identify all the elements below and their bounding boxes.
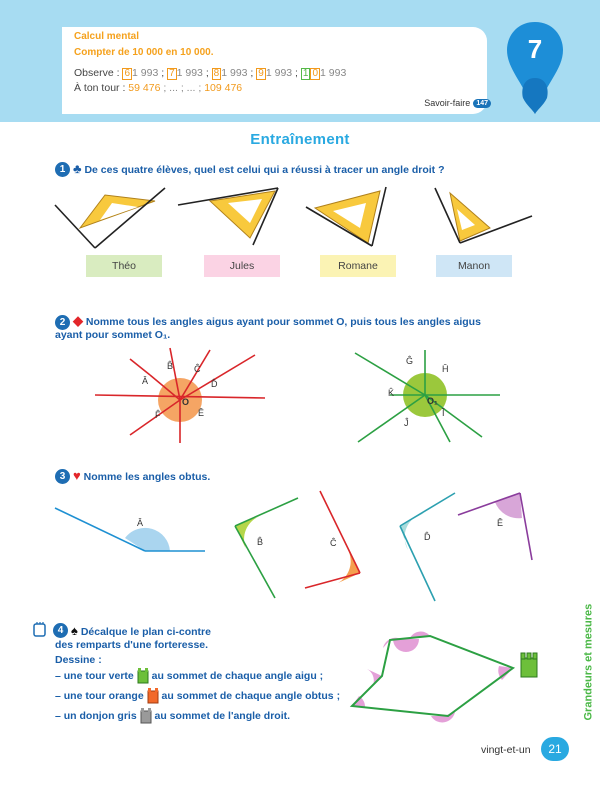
label-angle-b: B̂ bbox=[257, 537, 264, 547]
label-j: Ĵ bbox=[404, 418, 409, 428]
set-square-drawings bbox=[50, 183, 550, 253]
exercise-3-question: ♥ Nomme les angles obtus. bbox=[73, 468, 211, 483]
angle-b bbox=[235, 498, 298, 598]
drawing-jules bbox=[178, 188, 278, 245]
exercise-3-number: 3 bbox=[55, 469, 70, 484]
name-manon: Manon bbox=[436, 255, 512, 277]
chapter-badge bbox=[503, 20, 567, 121]
label-f: F̂ bbox=[155, 410, 161, 420]
exercise-4-line3: Dessine : bbox=[55, 654, 102, 666]
exercise-2-number: 2 bbox=[55, 315, 70, 330]
exercise-4-number: 4 bbox=[53, 623, 68, 638]
label-g: Ĝ bbox=[406, 356, 414, 366]
name-jules: Jules bbox=[204, 255, 280, 277]
drawing-theo bbox=[55, 188, 165, 248]
calcul-mental-subtitle: Compter de 10 000 en 10 000. bbox=[74, 47, 214, 58]
label-angle-d: D̂ bbox=[424, 532, 431, 542]
label-i: Î bbox=[442, 408, 445, 418]
exercise-4-line1: ♠ Décalque le plan ci-contre bbox=[71, 623, 211, 638]
obtuse-angle-figures bbox=[50, 488, 550, 608]
exercise-4-item1: – une tour verte au sommet de chaque angle aigu ; bbox=[55, 668, 323, 684]
diamond-icon: ◆ bbox=[73, 313, 83, 328]
spade-icon: ♠ bbox=[71, 623, 78, 638]
angle-e bbox=[458, 493, 532, 560]
angle-d bbox=[400, 493, 455, 601]
name-romane: Romane bbox=[320, 255, 396, 277]
calcul-mental-title: Calcul mental bbox=[74, 31, 140, 42]
green-tower-icon bbox=[137, 668, 149, 684]
drawing-romane bbox=[306, 187, 386, 246]
angle-figures bbox=[90, 345, 530, 445]
exercise-4-item2: – une tour orange au sommet de chaque angle obtus ; bbox=[55, 688, 340, 704]
label-h: Ĥ bbox=[442, 364, 449, 374]
name-theo: Théo bbox=[86, 255, 162, 277]
club-icon: ♣ bbox=[73, 161, 82, 176]
label-d: D̂ bbox=[211, 379, 218, 389]
savoir-faire-ref[interactable]: Savoir-faire 147 bbox=[424, 98, 491, 108]
label-e: Ê bbox=[198, 408, 205, 418]
green-tower-illustration bbox=[519, 652, 539, 678]
section-title: Entraînement bbox=[250, 131, 350, 148]
orange-tower-icon bbox=[147, 688, 159, 704]
label-angle-a: Â bbox=[137, 518, 144, 528]
label-angle-e: Ê bbox=[497, 518, 504, 528]
heart-icon: ♥ bbox=[73, 468, 81, 483]
label-angle-c: Ĉ bbox=[330, 538, 337, 548]
chapter-number: 7 bbox=[527, 34, 543, 64]
tracing-paper-icon bbox=[32, 622, 48, 638]
exercise-1-number: 1 bbox=[55, 162, 70, 177]
exercise-2-question: ◆ Nomme tous les angles aigus ayant pour sommet O, puis tous les angles aigus bbox=[73, 313, 481, 328]
exercise-2-question-line2: ayant pour sommet O₁. bbox=[55, 329, 171, 341]
label-o: O bbox=[182, 397, 190, 407]
page-number: 21 bbox=[541, 737, 569, 761]
exercise-4-line2: des remparts d'une forteresse. bbox=[55, 639, 209, 651]
label-o1: O₁ bbox=[427, 396, 438, 406]
exercise-1-question: ♣ De ces quatre élèves, quel est celui qui a réussi à tracer un angle droit ? bbox=[73, 161, 445, 176]
angle-a bbox=[55, 508, 205, 551]
side-label: Grandeurs et mesures bbox=[582, 603, 595, 721]
figure-o bbox=[95, 348, 265, 443]
fortress-plan bbox=[345, 628, 545, 728]
page-number-word: vingt-et-un bbox=[481, 744, 531, 756]
calcul-mental-card bbox=[62, 27, 487, 114]
drawing-manon bbox=[435, 188, 532, 243]
grey-keep-icon bbox=[140, 708, 152, 724]
label-k: K̂ bbox=[388, 388, 395, 398]
exercise-4-item3: – un donjon gris au sommet de l'angle droit. bbox=[55, 708, 290, 724]
label-b: B̂ bbox=[167, 361, 174, 371]
observe-line: Observe : 6 1 993 ; 7 1 993 ; 8 1 993 ; 9 1 993 ; 1 0 1 993 bbox=[74, 67, 347, 79]
label-c: Ĉ bbox=[194, 364, 201, 374]
tour-line: À ton tour : 59 476 ; ... ; ... ; 109 476 bbox=[74, 82, 243, 94]
label-a: Â bbox=[142, 376, 149, 386]
